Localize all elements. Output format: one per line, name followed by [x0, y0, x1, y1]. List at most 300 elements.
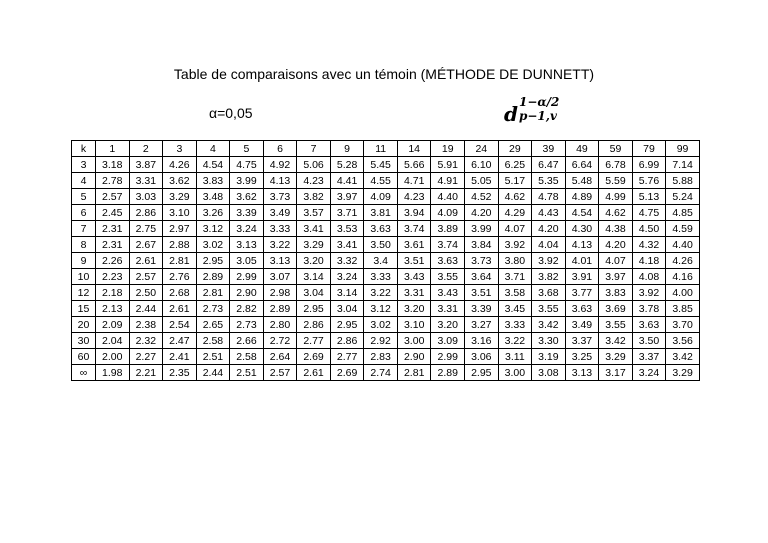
table-cell: 2.57: [129, 269, 163, 285]
table-cell: 2.89: [431, 365, 465, 381]
table-cell: 3.63: [632, 317, 666, 333]
dunnett-formula: [504, 95, 560, 126]
table-cell: 3.02: [364, 317, 398, 333]
table-cell: 3.89: [431, 221, 465, 237]
table-cell: 3.83: [196, 173, 230, 189]
table-cell: 3.99: [230, 173, 264, 189]
table-row: [72, 221, 700, 237]
table-cell: 4.20: [599, 237, 633, 253]
table-cell: 4.09: [431, 205, 465, 221]
table-cell: 3.74: [397, 221, 431, 237]
table-cell: 2.35: [163, 365, 197, 381]
table-cell: 6.10: [465, 157, 499, 173]
table-cell: 3.71: [498, 269, 532, 285]
dunnett-table: [71, 140, 700, 381]
table-cell: 3.56: [666, 333, 700, 349]
table-cell: 2.77: [297, 333, 331, 349]
table-cell: 2.74: [364, 365, 398, 381]
table-cell: 3.51: [465, 285, 499, 301]
header-cell: 99: [666, 141, 700, 157]
table-cell: 5.76: [632, 173, 666, 189]
header-cell: 19: [431, 141, 465, 157]
table-cell: 4.16: [666, 269, 700, 285]
table-cell: 3.63: [364, 221, 398, 237]
table-cell: 3.55: [532, 301, 566, 317]
table-cell: 2.99: [230, 269, 264, 285]
table-cell: 3.18: [96, 157, 130, 173]
table-cell: 4.23: [397, 189, 431, 205]
table-cell: 3.48: [196, 189, 230, 205]
row-label-cell: 7: [72, 221, 96, 237]
table-cell: 4.20: [532, 221, 566, 237]
table-cell: 3.08: [532, 365, 566, 381]
table-cell: 3.22: [498, 333, 532, 349]
table-cell: 3.41: [297, 221, 331, 237]
header-cell: 7: [297, 141, 331, 157]
table-cell: 3.03: [129, 189, 163, 205]
table-cell: 2.54: [163, 317, 197, 333]
table-cell: 3.97: [599, 269, 633, 285]
table-cell: 3.42: [532, 317, 566, 333]
header-cell: 6: [263, 141, 297, 157]
table-cell: 3.26: [196, 205, 230, 221]
table-cell: 3.80: [498, 253, 532, 269]
table-cell: 4.89: [565, 189, 599, 205]
table-cell: 2.95: [330, 317, 364, 333]
table-row: [72, 317, 700, 333]
table-cell: 3.57: [297, 205, 331, 221]
formula-superscript: 1−α/2: [518, 95, 560, 109]
table-cell: 2.09: [96, 317, 130, 333]
row-label-cell: 20: [72, 317, 96, 333]
table-cell: 4.55: [364, 173, 398, 189]
table-cell: 4.54: [196, 157, 230, 173]
table-cell: 2.44: [196, 365, 230, 381]
table-cell: 6.64: [565, 157, 599, 173]
table-cell: 3.33: [498, 317, 532, 333]
table-cell: 3.58: [498, 285, 532, 301]
table-cell: 4.09: [364, 189, 398, 205]
table-cell: 2.72: [263, 333, 297, 349]
row-label-cell: 60: [72, 349, 96, 365]
table-cell: 4.75: [632, 205, 666, 221]
table-row: [72, 237, 700, 253]
table-cell: 6.47: [532, 157, 566, 173]
table-cell: 2.77: [330, 349, 364, 365]
table-cell: 2.41: [163, 349, 197, 365]
table-cell: 3.39: [465, 301, 499, 317]
table-cell: 3.04: [297, 285, 331, 301]
table-cell: 3.33: [364, 269, 398, 285]
table-cell: 4.18: [632, 253, 666, 269]
table-cell: 3.24: [632, 365, 666, 381]
table-cell: 3.09: [431, 333, 465, 349]
table-cell: 3.43: [397, 269, 431, 285]
table-cell: 3.19: [532, 349, 566, 365]
alpha-label: α=0,05: [209, 105, 253, 121]
table-cell: 3.99: [465, 221, 499, 237]
table-cell: 5.24: [666, 189, 700, 205]
table-cell: 2.86: [129, 205, 163, 221]
header-cell: 2: [129, 141, 163, 157]
table-cell: 3.07: [263, 269, 297, 285]
header-cell: 59: [599, 141, 633, 157]
table-cell: 5.17: [498, 173, 532, 189]
table-cell: 2.58: [230, 349, 264, 365]
table-cell: 3.4: [364, 253, 398, 269]
table-cell: 3.10: [163, 205, 197, 221]
table-cell: 2.61: [129, 253, 163, 269]
table-cell: 4.92: [263, 157, 297, 173]
table-cell: 4.59: [666, 221, 700, 237]
table-cell: 2.61: [297, 365, 331, 381]
table-cell: 3.74: [431, 237, 465, 253]
table-cell: 2.66: [230, 333, 264, 349]
table-cell: 3.20: [397, 301, 431, 317]
table-cell: 5.28: [330, 157, 364, 173]
table-cell: 2.47: [163, 333, 197, 349]
table-cell: 3.45: [498, 301, 532, 317]
table-cell: 3.14: [297, 269, 331, 285]
table-cell: 2.97: [163, 221, 197, 237]
row-label-cell: 12: [72, 285, 96, 301]
formula-base: d: [504, 102, 518, 126]
table-cell: 2.86: [330, 333, 364, 349]
table-cell: 3.25: [565, 349, 599, 365]
table-cell: 2.32: [129, 333, 163, 349]
table-cell: 6.99: [632, 157, 666, 173]
table-cell: 2.27: [129, 349, 163, 365]
table-cell: 4.08: [632, 269, 666, 285]
table-cell: 3.50: [364, 237, 398, 253]
table-cell: 3.42: [599, 333, 633, 349]
header-cell: 79: [632, 141, 666, 157]
table-cell: 3.29: [666, 365, 700, 381]
formula-subscript: p−1,v: [518, 109, 557, 123]
table-cell: 3.31: [129, 173, 163, 189]
table-cell: 3.12: [196, 221, 230, 237]
table-row: [72, 285, 700, 301]
table-cell: 3.92: [498, 237, 532, 253]
table-cell: 2.89: [263, 301, 297, 317]
table-row: [72, 253, 700, 269]
row-label-cell: 6: [72, 205, 96, 221]
table-cell: 2.61: [163, 301, 197, 317]
table-row: [72, 157, 700, 173]
table-cell: 4.07: [599, 253, 633, 269]
table-cell: 4.75: [230, 157, 264, 173]
table-cell: 3.41: [330, 237, 364, 253]
header-cell: 5: [230, 141, 264, 157]
table-cell: 3.24: [230, 221, 264, 237]
row-label-cell: 3: [72, 157, 96, 173]
table-cell: 6.78: [599, 157, 633, 173]
table-cell: 2.26: [96, 253, 130, 269]
table-cell: 3.00: [397, 333, 431, 349]
table-header-row: [72, 141, 700, 157]
row-label-cell: 9: [72, 253, 96, 269]
header-cell: k: [72, 141, 96, 157]
table-cell: 3.85: [666, 301, 700, 317]
table-cell: 3.14: [330, 285, 364, 301]
table-cell: 4.50: [632, 221, 666, 237]
table-cell: 3.68: [532, 285, 566, 301]
row-label-cell: 15: [72, 301, 96, 317]
table-cell: 2.45: [96, 205, 130, 221]
table-cell: 3.20: [431, 317, 465, 333]
table-cell: 3.81: [364, 205, 398, 221]
table-row: [72, 269, 700, 285]
table-cell: 5.91: [431, 157, 465, 173]
table-cell: 4.26: [666, 253, 700, 269]
table-cell: 2.69: [297, 349, 331, 365]
table-cell: 4.43: [532, 205, 566, 221]
table-cell: 3.42: [666, 349, 700, 365]
table-cell: 2.21: [129, 365, 163, 381]
table-cell: 4.40: [431, 189, 465, 205]
table-cell: 3.16: [465, 333, 499, 349]
table-cell: 2.31: [96, 237, 130, 253]
table-cell: 4.30: [565, 221, 599, 237]
table-cell: 2.44: [129, 301, 163, 317]
row-label-cell: 10: [72, 269, 96, 285]
table-cell: 2.00: [96, 349, 130, 365]
table-cell: 2.89: [196, 269, 230, 285]
table-cell: 4.52: [465, 189, 499, 205]
header-cell: 14: [397, 141, 431, 157]
header-cell: 1: [96, 141, 130, 157]
table-cell: 3.17: [599, 365, 633, 381]
table-cell: 2.90: [397, 349, 431, 365]
table-cell: 3.55: [599, 317, 633, 333]
table-cell: 3.29: [297, 237, 331, 253]
table-cell: 4.00: [666, 285, 700, 301]
table-cell: 3.04: [330, 301, 364, 317]
table-cell: 2.95: [196, 253, 230, 269]
table-cell: 4.04: [532, 237, 566, 253]
table-cell: 4.26: [163, 157, 197, 173]
table-cell: 5.06: [297, 157, 331, 173]
table-cell: 2.65: [196, 317, 230, 333]
table-cell: 3.62: [230, 189, 264, 205]
table-cell: 4.71: [397, 173, 431, 189]
table-row: [72, 205, 700, 221]
table-cell: 3.77: [565, 285, 599, 301]
table-cell: 2.23: [96, 269, 130, 285]
table-cell: 2.57: [96, 189, 130, 205]
table-cell: 3.63: [565, 301, 599, 317]
table-cell: 2.76: [163, 269, 197, 285]
table-cell: 3.63: [431, 253, 465, 269]
table-cell: 3.31: [431, 301, 465, 317]
table-row: [72, 173, 700, 189]
table-cell: 2.95: [297, 301, 331, 317]
table-cell: 3.62: [163, 173, 197, 189]
table-cell: 2.38: [129, 317, 163, 333]
header-cell: 4: [196, 141, 230, 157]
table-cell: 3.49: [263, 205, 297, 221]
table-cell: 2.86: [297, 317, 331, 333]
table-cell: 5.48: [565, 173, 599, 189]
row-label-cell: 5: [72, 189, 96, 205]
table-cell: 3.73: [465, 253, 499, 269]
table-cell: 4.13: [565, 237, 599, 253]
table-cell: 3.92: [532, 253, 566, 269]
table-cell: 3.94: [397, 205, 431, 221]
table-cell: 3.37: [565, 333, 599, 349]
table-cell: 3.22: [364, 285, 398, 301]
table-cell: 3.83: [599, 285, 633, 301]
table-cell: 2.13: [96, 301, 130, 317]
table-cell: 2.57: [263, 365, 297, 381]
table-row: [72, 189, 700, 205]
table-cell: 5.66: [397, 157, 431, 173]
table-cell: 2.92: [364, 333, 398, 349]
table-cell: 2.81: [196, 285, 230, 301]
table-cell: 4.85: [666, 205, 700, 221]
table-cell: 3.02: [196, 237, 230, 253]
header-cell: 3: [163, 141, 197, 157]
table-cell: 2.64: [263, 349, 297, 365]
table-cell: 2.81: [163, 253, 197, 269]
header-cell: 29: [498, 141, 532, 157]
table-cell: 4.07: [498, 221, 532, 237]
table-cell: 5.05: [465, 173, 499, 189]
table-cell: 3.20: [297, 253, 331, 269]
table-cell: 3.73: [263, 189, 297, 205]
table-cell: 2.98: [263, 285, 297, 301]
table-cell: 3.82: [532, 269, 566, 285]
table-cell: 3.13: [565, 365, 599, 381]
table-cell: 2.69: [330, 365, 364, 381]
table-cell: 3.00: [498, 365, 532, 381]
table-cell: 4.29: [498, 205, 532, 221]
table-cell: 3.69: [599, 301, 633, 317]
table-cell: 3.61: [397, 237, 431, 253]
table-cell: 3.29: [599, 349, 633, 365]
table-cell: 3.70: [666, 317, 700, 333]
table-cell: 3.49: [565, 317, 599, 333]
table-cell: 3.43: [431, 285, 465, 301]
table-cell: 3.91: [565, 269, 599, 285]
table-cell: 3.30: [532, 333, 566, 349]
table-row: [72, 349, 700, 365]
table-cell: 3.51: [397, 253, 431, 269]
header-cell: 24: [465, 141, 499, 157]
table-cell: 4.78: [532, 189, 566, 205]
table-cell: 2.68: [163, 285, 197, 301]
row-label-cell: 4: [72, 173, 96, 189]
table-cell: 3.13: [263, 253, 297, 269]
table-row: [72, 365, 700, 381]
table-cell: 4.91: [431, 173, 465, 189]
table-cell: 3.84: [465, 237, 499, 253]
table-cell: 2.50: [129, 285, 163, 301]
table-cell: 2.31: [96, 221, 130, 237]
table-cell: 3.29: [163, 189, 197, 205]
table-row: [72, 333, 700, 349]
table-cell: 4.38: [599, 221, 633, 237]
table-cell: 3.31: [397, 285, 431, 301]
table-cell: 5.45: [364, 157, 398, 173]
table-cell: 4.99: [599, 189, 633, 205]
table-cell: 2.83: [364, 349, 398, 365]
table-cell: 3.32: [330, 253, 364, 269]
table-cell: 6.25: [498, 157, 532, 173]
table-cell: 3.53: [330, 221, 364, 237]
header-cell: 9: [330, 141, 364, 157]
table-cell: 4.40: [666, 237, 700, 253]
table-cell: 3.87: [129, 157, 163, 173]
table-cell: 3.05: [230, 253, 264, 269]
row-label-cell: ∞: [72, 365, 96, 381]
table-cell: 3.13: [230, 237, 264, 253]
table-cell: 2.18: [96, 285, 130, 301]
table-cell: 7.14: [666, 157, 700, 173]
table-cell: 3.39: [230, 205, 264, 221]
table-cell: 5.88: [666, 173, 700, 189]
table-cell: 3.06: [465, 349, 499, 365]
table-cell: 3.24: [330, 269, 364, 285]
table-cell: 3.71: [330, 205, 364, 221]
table-cell: 1.98: [96, 365, 130, 381]
table-cell: 3.64: [465, 269, 499, 285]
table-cell: 3.37: [632, 349, 666, 365]
table-cell: 4.62: [599, 205, 633, 221]
table-cell: 2.95: [465, 365, 499, 381]
table-cell: 3.50: [632, 333, 666, 349]
table-cell: 3.97: [330, 189, 364, 205]
table-cell: 4.13: [263, 173, 297, 189]
table-cell: 3.82: [297, 189, 331, 205]
table-row: [72, 301, 700, 317]
table-cell: 4.62: [498, 189, 532, 205]
table-cell: 4.20: [465, 205, 499, 221]
table-cell: 5.13: [632, 189, 666, 205]
header-cell: 49: [565, 141, 599, 157]
table-cell: 5.35: [532, 173, 566, 189]
table-cell: 2.81: [397, 365, 431, 381]
table-cell: 3.10: [397, 317, 431, 333]
table-cell: 3.27: [465, 317, 499, 333]
table-cell: 4.41: [330, 173, 364, 189]
table-cell: 3.55: [431, 269, 465, 285]
table-cell: 2.04: [96, 333, 130, 349]
table-cell: 3.78: [632, 301, 666, 317]
table-cell: 2.75: [129, 221, 163, 237]
table-cell: 2.67: [129, 237, 163, 253]
row-label-cell: 30: [72, 333, 96, 349]
page-title: Table de comparaisons avec un témoin (MÉTHODE DE DUNNETT): [173, 66, 595, 82]
table-cell: 2.90: [230, 285, 264, 301]
table-cell: 3.12: [364, 301, 398, 317]
table-cell: 4.01: [565, 253, 599, 269]
table-cell: 2.58: [196, 333, 230, 349]
table-cell: 5.59: [599, 173, 633, 189]
table-cell: 2.82: [230, 301, 264, 317]
table-cell: 3.33: [263, 221, 297, 237]
table-cell: 3.92: [632, 285, 666, 301]
table-cell: 2.51: [196, 349, 230, 365]
header-cell: 39: [532, 141, 566, 157]
table-cell: 4.23: [297, 173, 331, 189]
table-cell: 4.32: [632, 237, 666, 253]
table-cell: 3.11: [498, 349, 532, 365]
header-cell: 11: [364, 141, 398, 157]
table-cell: 2.88: [163, 237, 197, 253]
table-cell: 2.73: [196, 301, 230, 317]
table-cell: 2.78: [96, 173, 130, 189]
